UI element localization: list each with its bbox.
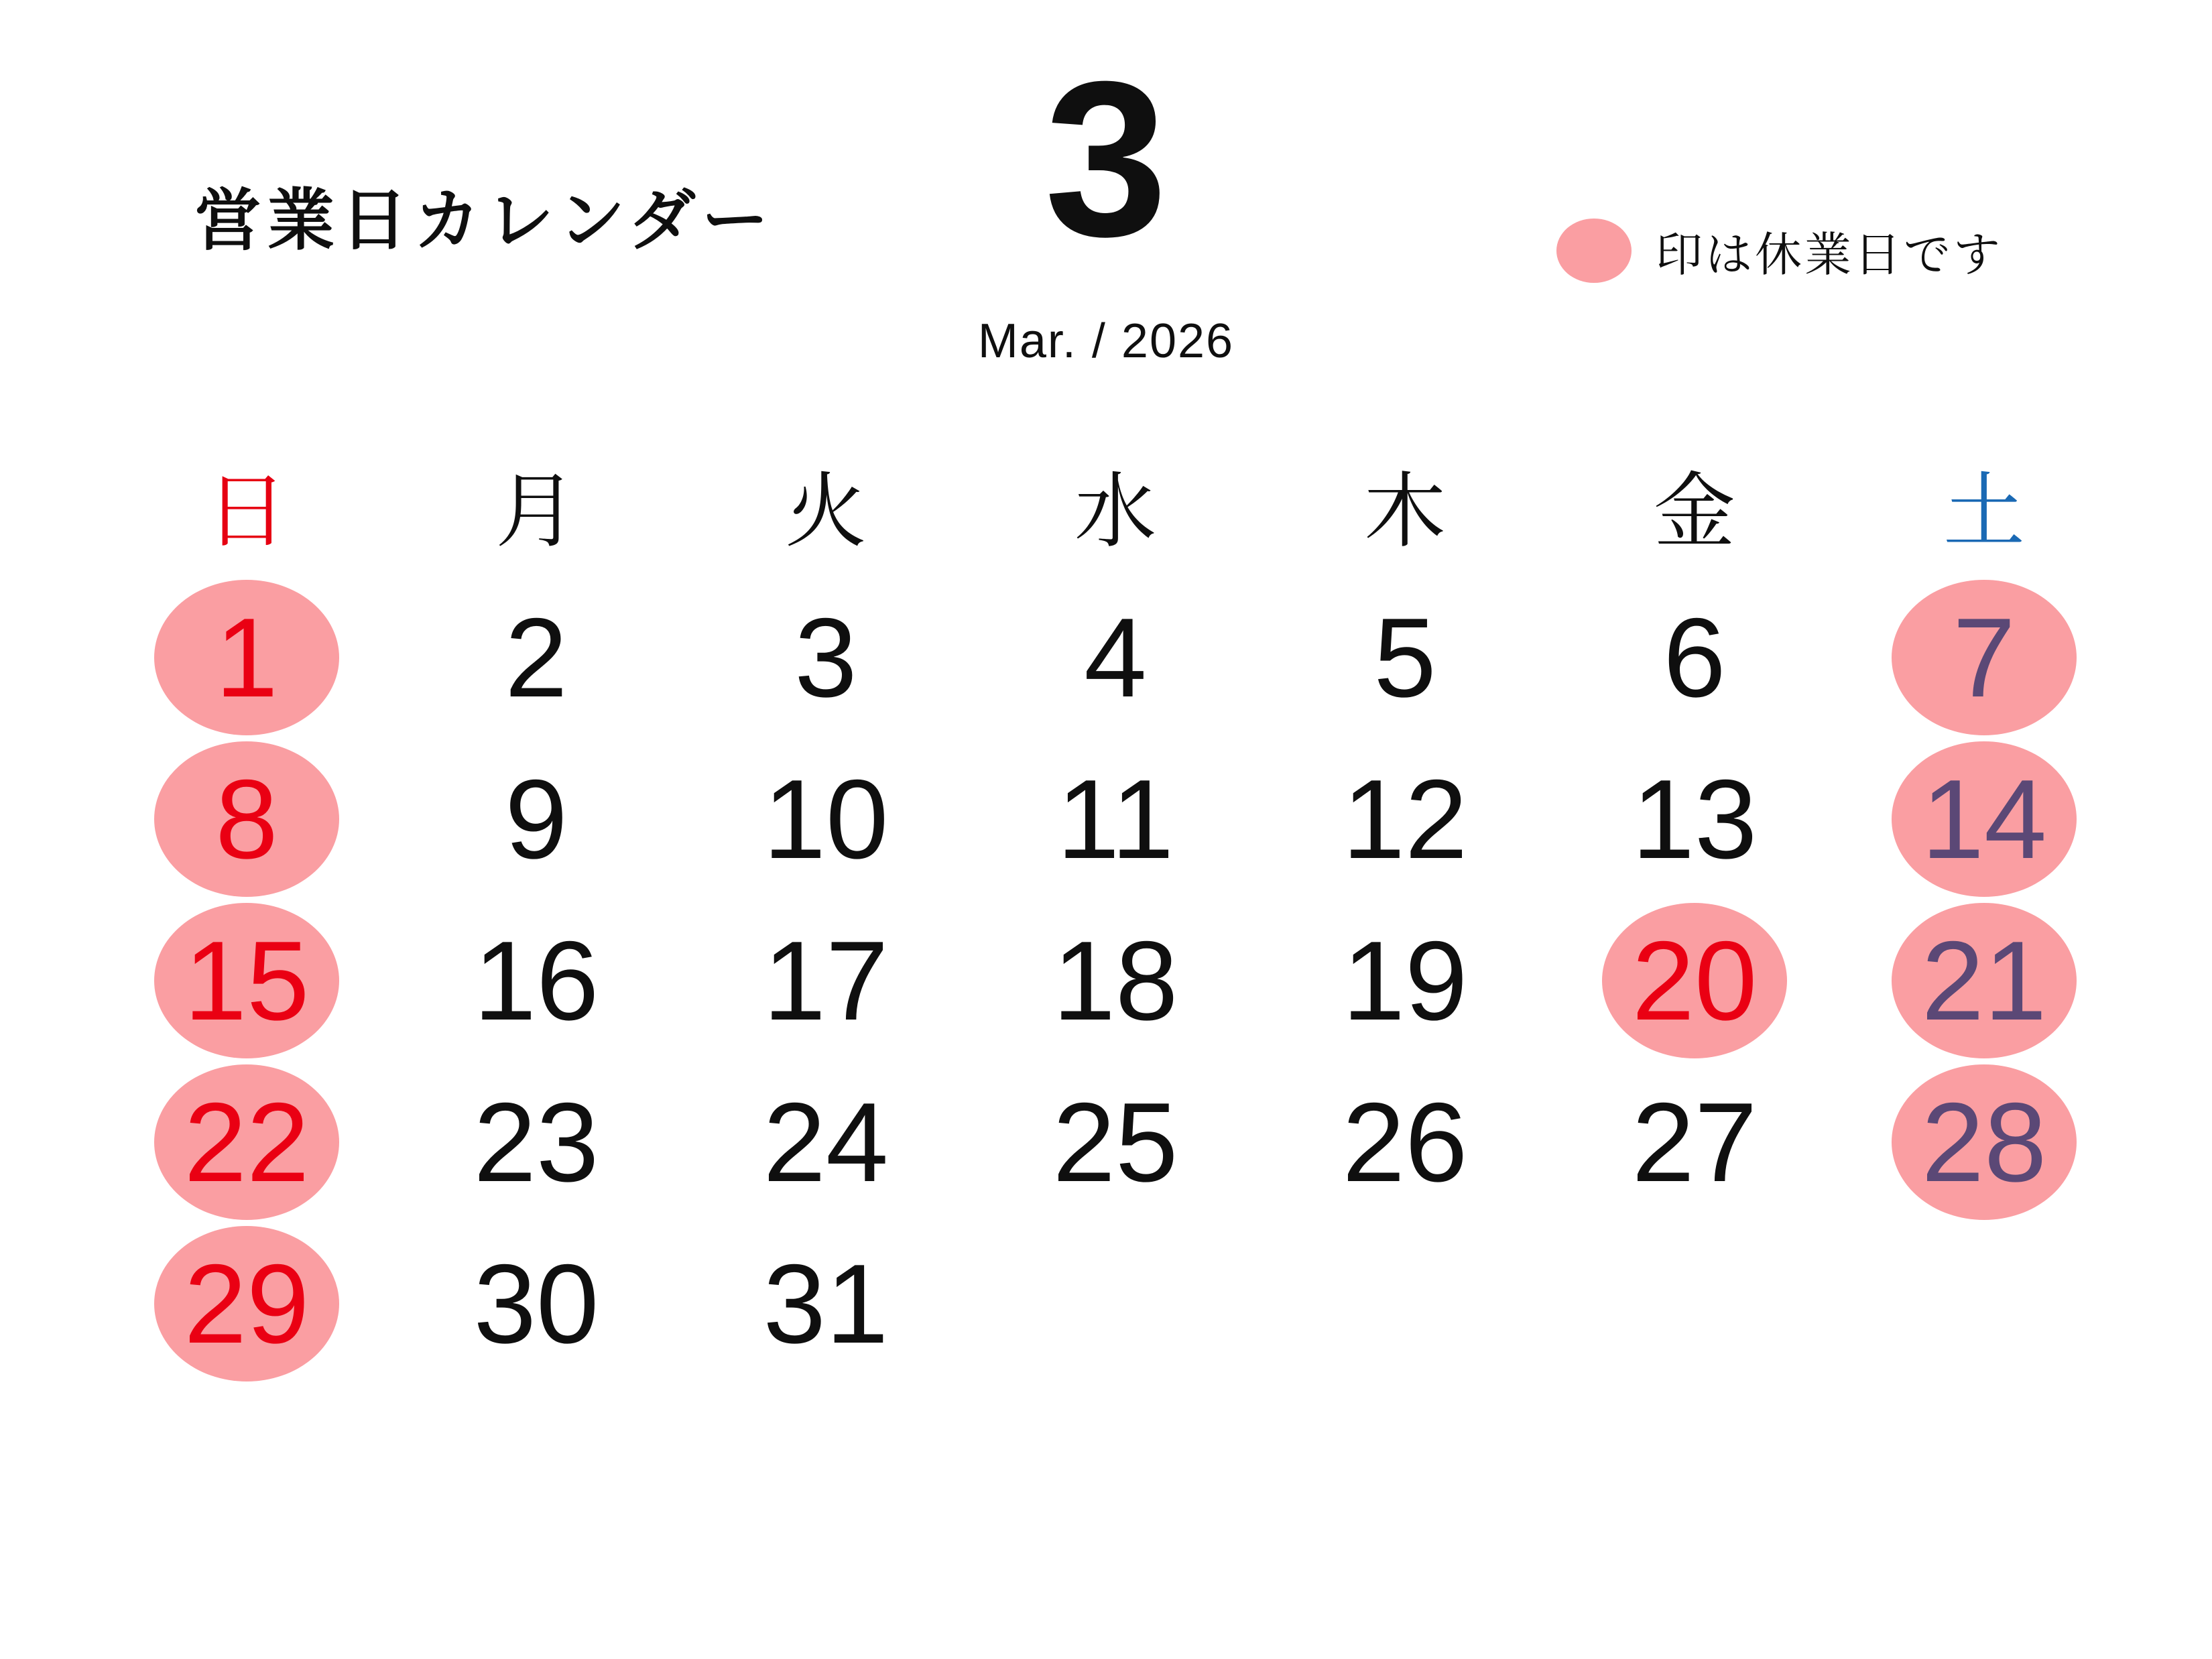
weekday-header-weekday-2: 火 <box>785 466 867 557</box>
day-cell <box>971 900 1260 1061</box>
calendar-grid <box>102 576 2129 1384</box>
day-cell <box>1839 1061 2129 1223</box>
weekday-header-row <box>102 446 2129 557</box>
day-number: 18 <box>1052 917 1178 1044</box>
day-number: 3 <box>794 594 857 721</box>
day-number: 19 <box>1342 917 1468 1044</box>
day-number: 13 <box>1632 755 1758 882</box>
day-number: 14 <box>1921 755 2047 882</box>
day-cell <box>1550 576 1839 738</box>
day-cell <box>1839 900 2129 1061</box>
day-cell <box>971 738 1260 900</box>
day-cell <box>391 576 681 738</box>
day-cell <box>1839 738 2129 900</box>
day-number: 5 <box>1373 594 1436 721</box>
day-number: 7 <box>1953 594 2016 721</box>
weekday-header-weekday-1: 月 <box>495 466 577 557</box>
day-number: 8 <box>215 755 278 882</box>
day-cell <box>681 576 971 738</box>
legend <box>1556 216 2003 286</box>
day-number: 2 <box>505 594 568 721</box>
month-number: 3 <box>1044 35 1168 282</box>
day-cell <box>1260 900 1550 1061</box>
day-number: 1 <box>215 594 278 721</box>
day-number: 16 <box>473 917 599 1044</box>
day-cell <box>681 1061 971 1223</box>
day-number: 23 <box>473 1079 599 1205</box>
day-number: 9 <box>505 755 568 882</box>
day-number: 6 <box>1663 594 1726 721</box>
day-number: 11 <box>1056 755 1174 882</box>
day-cell <box>1260 738 1550 900</box>
day-cell <box>102 738 391 900</box>
day-cell <box>1550 1061 1839 1223</box>
day-number: 21 <box>1921 917 2047 1044</box>
day-number: 17 <box>763 917 889 1044</box>
day-cell <box>391 1223 681 1384</box>
month-caption: Mar. / 2026 <box>977 314 1235 368</box>
day-cell <box>391 1061 681 1223</box>
day-cell <box>102 1061 391 1223</box>
holiday-marker-icon <box>1556 219 1632 283</box>
day-cell <box>102 576 391 738</box>
day-number: 29 <box>184 1240 310 1367</box>
day-cell <box>681 900 971 1061</box>
day-cell <box>102 1223 391 1384</box>
weekday-header-weekday-3: 水 <box>1074 466 1156 557</box>
weekday-header-sun-0: 日 <box>206 466 288 557</box>
day-cell-empty <box>1839 1223 2129 1384</box>
day-cell <box>1550 900 1839 1061</box>
day-number: 15 <box>184 917 310 1044</box>
day-cell-empty <box>1260 1223 1550 1384</box>
day-cell <box>971 1061 1260 1223</box>
day-cell-empty <box>1550 1223 1839 1384</box>
day-number: 22 <box>184 1079 310 1205</box>
day-number: 12 <box>1342 755 1468 882</box>
day-number: 30 <box>473 1240 599 1367</box>
weekday-header-sat-6: 土 <box>1943 466 2025 557</box>
day-cell <box>1260 576 1550 738</box>
weekday-header-weekday-5: 金 <box>1654 466 1735 557</box>
day-cell <box>971 576 1260 738</box>
weekday-header-weekday-4: 木 <box>1364 466 1446 557</box>
day-cell <box>1260 1061 1550 1223</box>
day-number: 20 <box>1632 917 1758 1044</box>
day-cell <box>102 900 391 1061</box>
legend-label: 印は休業日です <box>1656 228 2003 281</box>
day-number: 27 <box>1632 1079 1758 1205</box>
day-number: 4 <box>1084 594 1147 721</box>
day-cell-empty <box>971 1223 1260 1384</box>
day-number: 10 <box>763 755 889 882</box>
day-number: 31 <box>763 1240 889 1367</box>
day-cell <box>1550 738 1839 900</box>
day-cell <box>1839 576 2129 738</box>
day-cell <box>391 738 681 900</box>
day-number: 24 <box>763 1079 889 1205</box>
day-cell <box>681 738 971 900</box>
day-number: 28 <box>1921 1079 2047 1205</box>
day-number: 25 <box>1052 1079 1178 1205</box>
day-number: 26 <box>1342 1079 1468 1205</box>
day-cell <box>681 1223 971 1384</box>
page-title: 営業日カレンダー <box>194 183 775 258</box>
day-cell <box>391 900 681 1061</box>
